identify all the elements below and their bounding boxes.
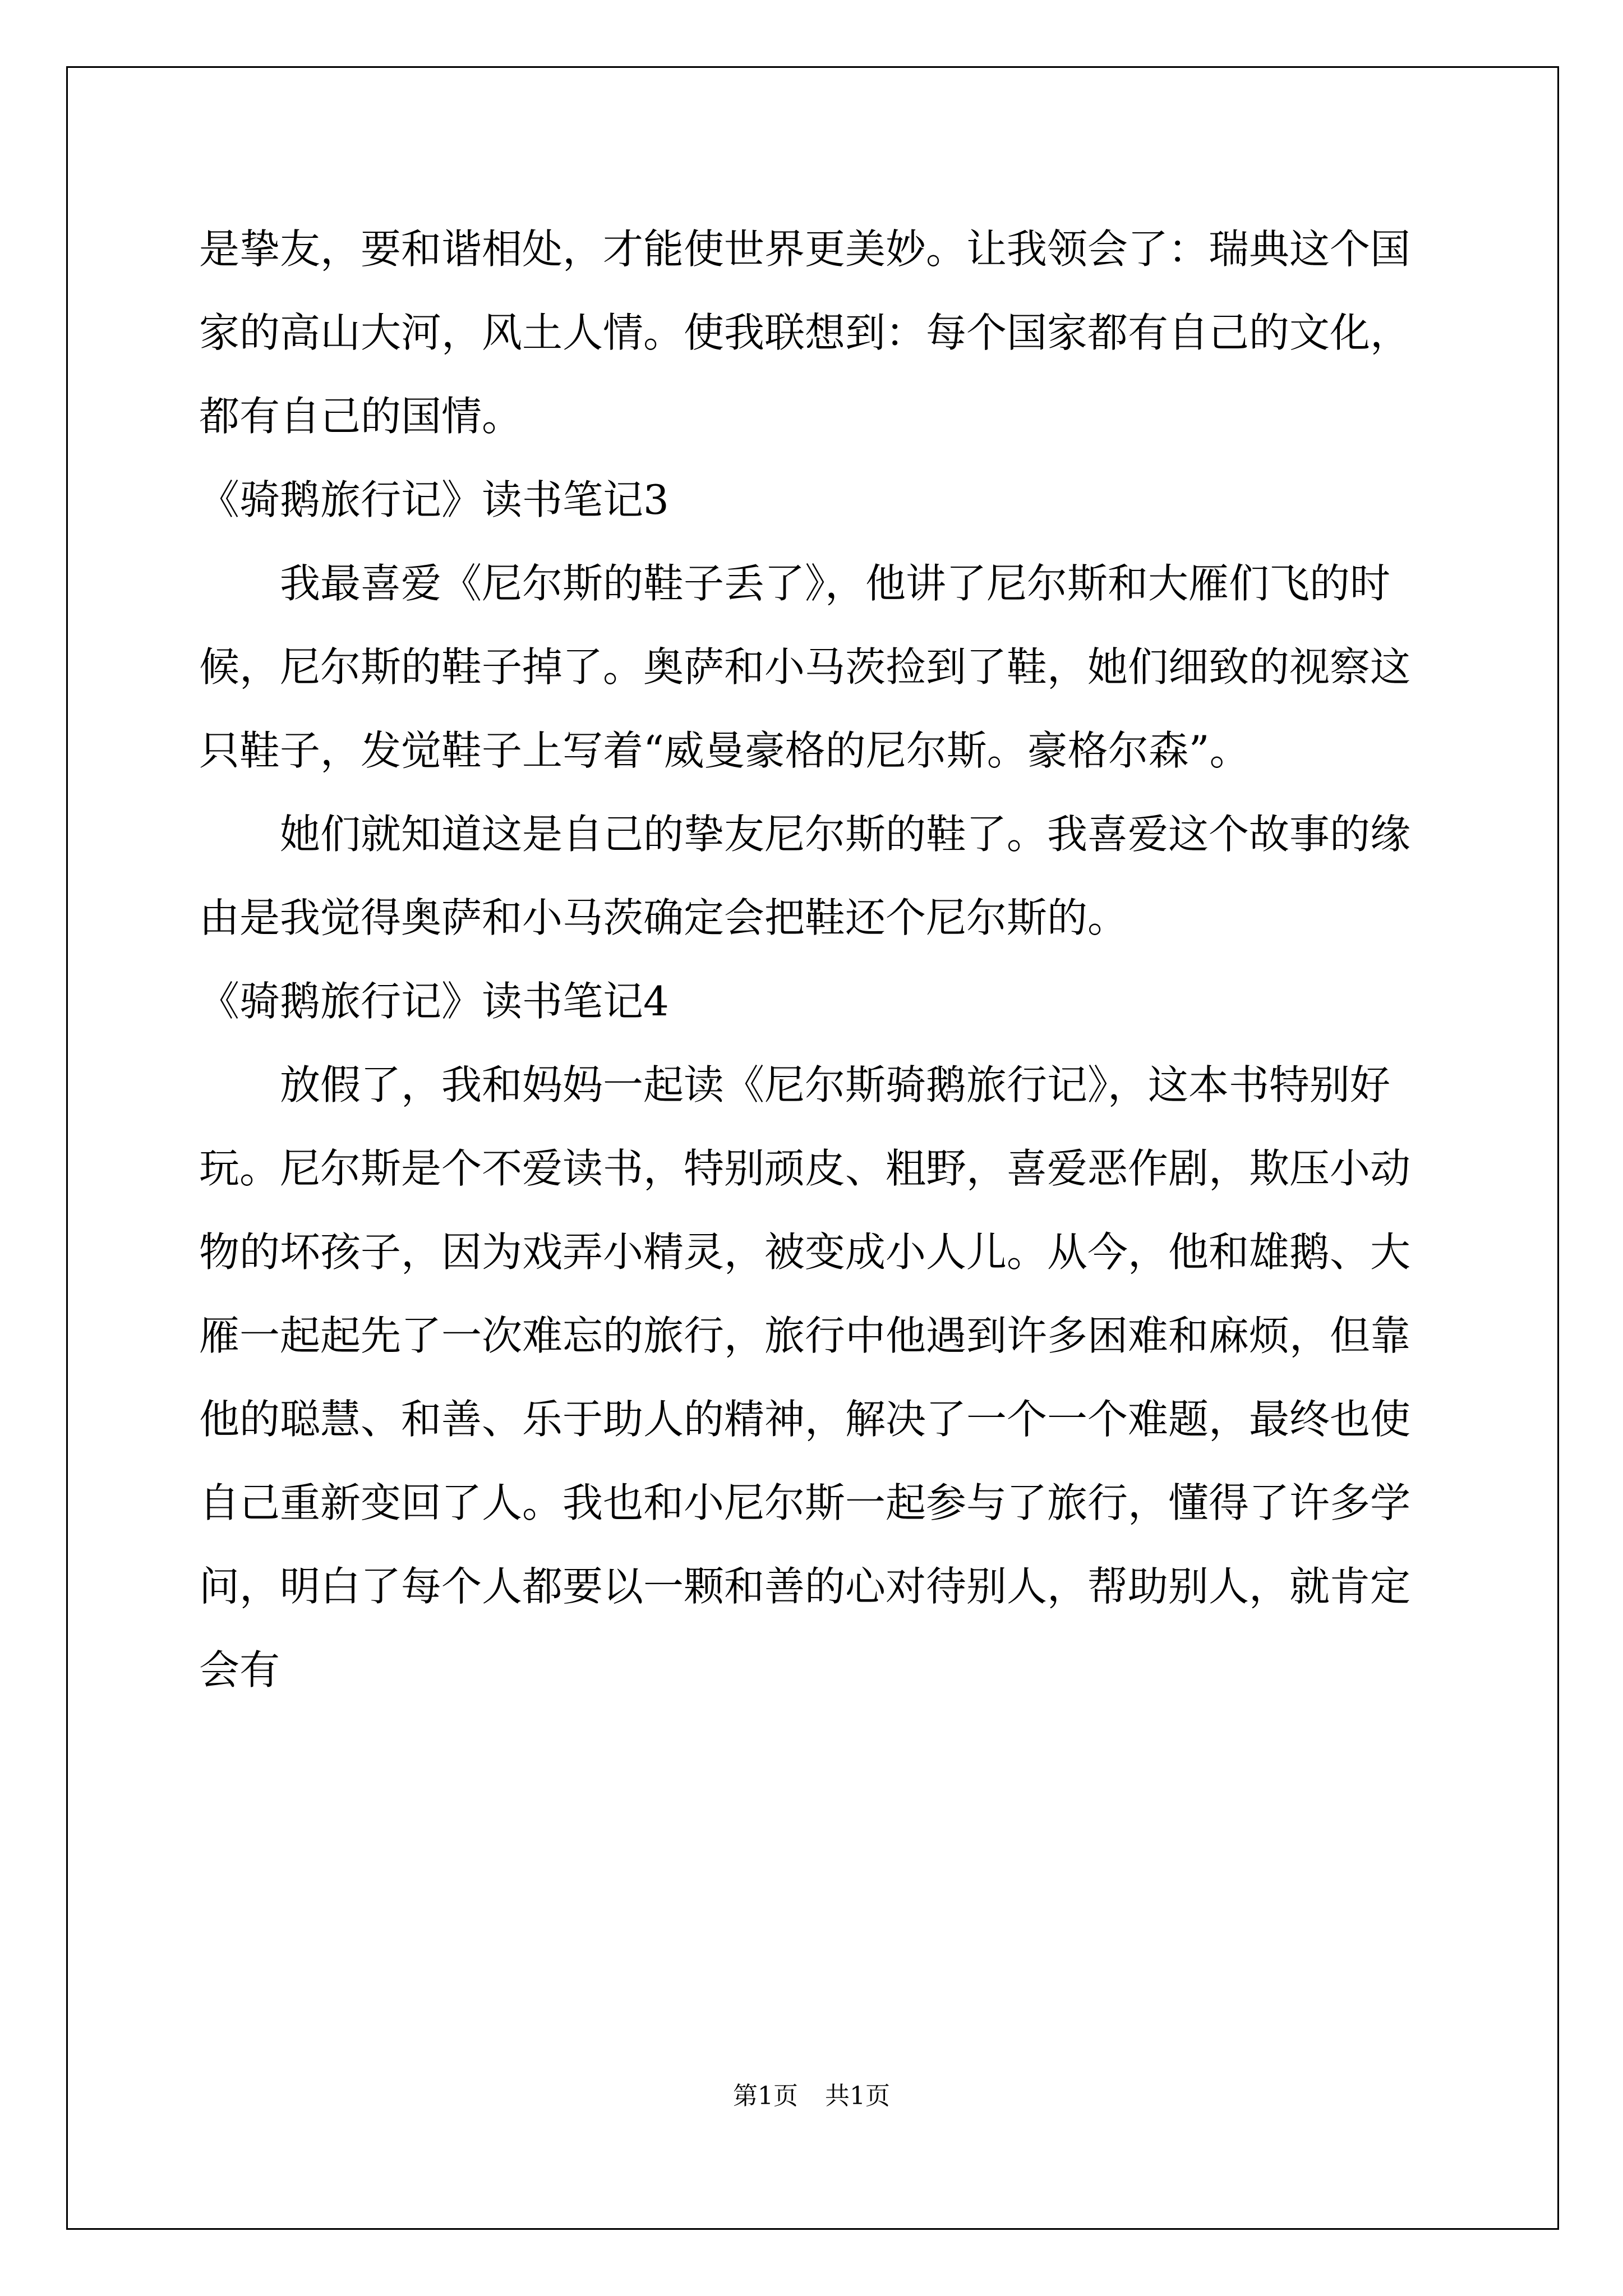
section-heading-3: 《骑鹅旅行记》读书笔记3 (199, 476, 669, 523)
section-heading-4: 《骑鹅旅行记》读书笔记4 (199, 978, 669, 1025)
paragraph-1: 是挚友，要和谐相处，才能使世界更美妙。让我领会了：瑞典这个国家的高山大河，风土人情。使我联想到：每个国家都有自己的文化，都有自己的国情。 (199, 226, 1411, 440)
page-footer (0, 2076, 1623, 2111)
page-total: 共1页 (825, 2082, 890, 2110)
paragraph-3: 她们就知道这是自己的挚友尼尔斯的鞋了。我喜爱这个故事的缘由是我觉得奥萨和小马茨确定会把鞋还个尼尔斯的。 (199, 811, 1411, 941)
document-body (199, 208, 1427, 1712)
paragraph-2: 我最喜爱《尼尔斯的鞋子丢了》，他讲了尼尔斯和大雁们飞的时候，尼尔斯的鞋子掉了。奥萨和小马茨捡到了鞋，她们细致的视察这只鞋子，发觉鞋子上写着“威曼豪格的尼尔斯。豪格尔森”。 (199, 560, 1411, 774)
page-number: 第1页 (733, 2082, 798, 2110)
paragraph-4: 放假了，我和妈妈一起读《尼尔斯骑鹅旅行记》，这本书特别好玩。尼尔斯是个不爱读书，特别顽皮、粗野，喜爱恶作剧，欺压小动物的坏孩子，因为戏弄小精灵，被变成小人儿。从今，他和雄鹅、大雁一起起先了一次难忘的旅行，旅行中他遇到许多困难和麻烦，但靠他的聪慧、和善、乐于助人的精神，解决了一个一个难题，最终也使自己重新变回了人。我也和小尼尔斯一起参与了旅行，懂得了许多学问，明白了每个人都要以一颗和善的心对待别人，帮助别人，就肯定会有 (199, 1061, 1411, 1694)
